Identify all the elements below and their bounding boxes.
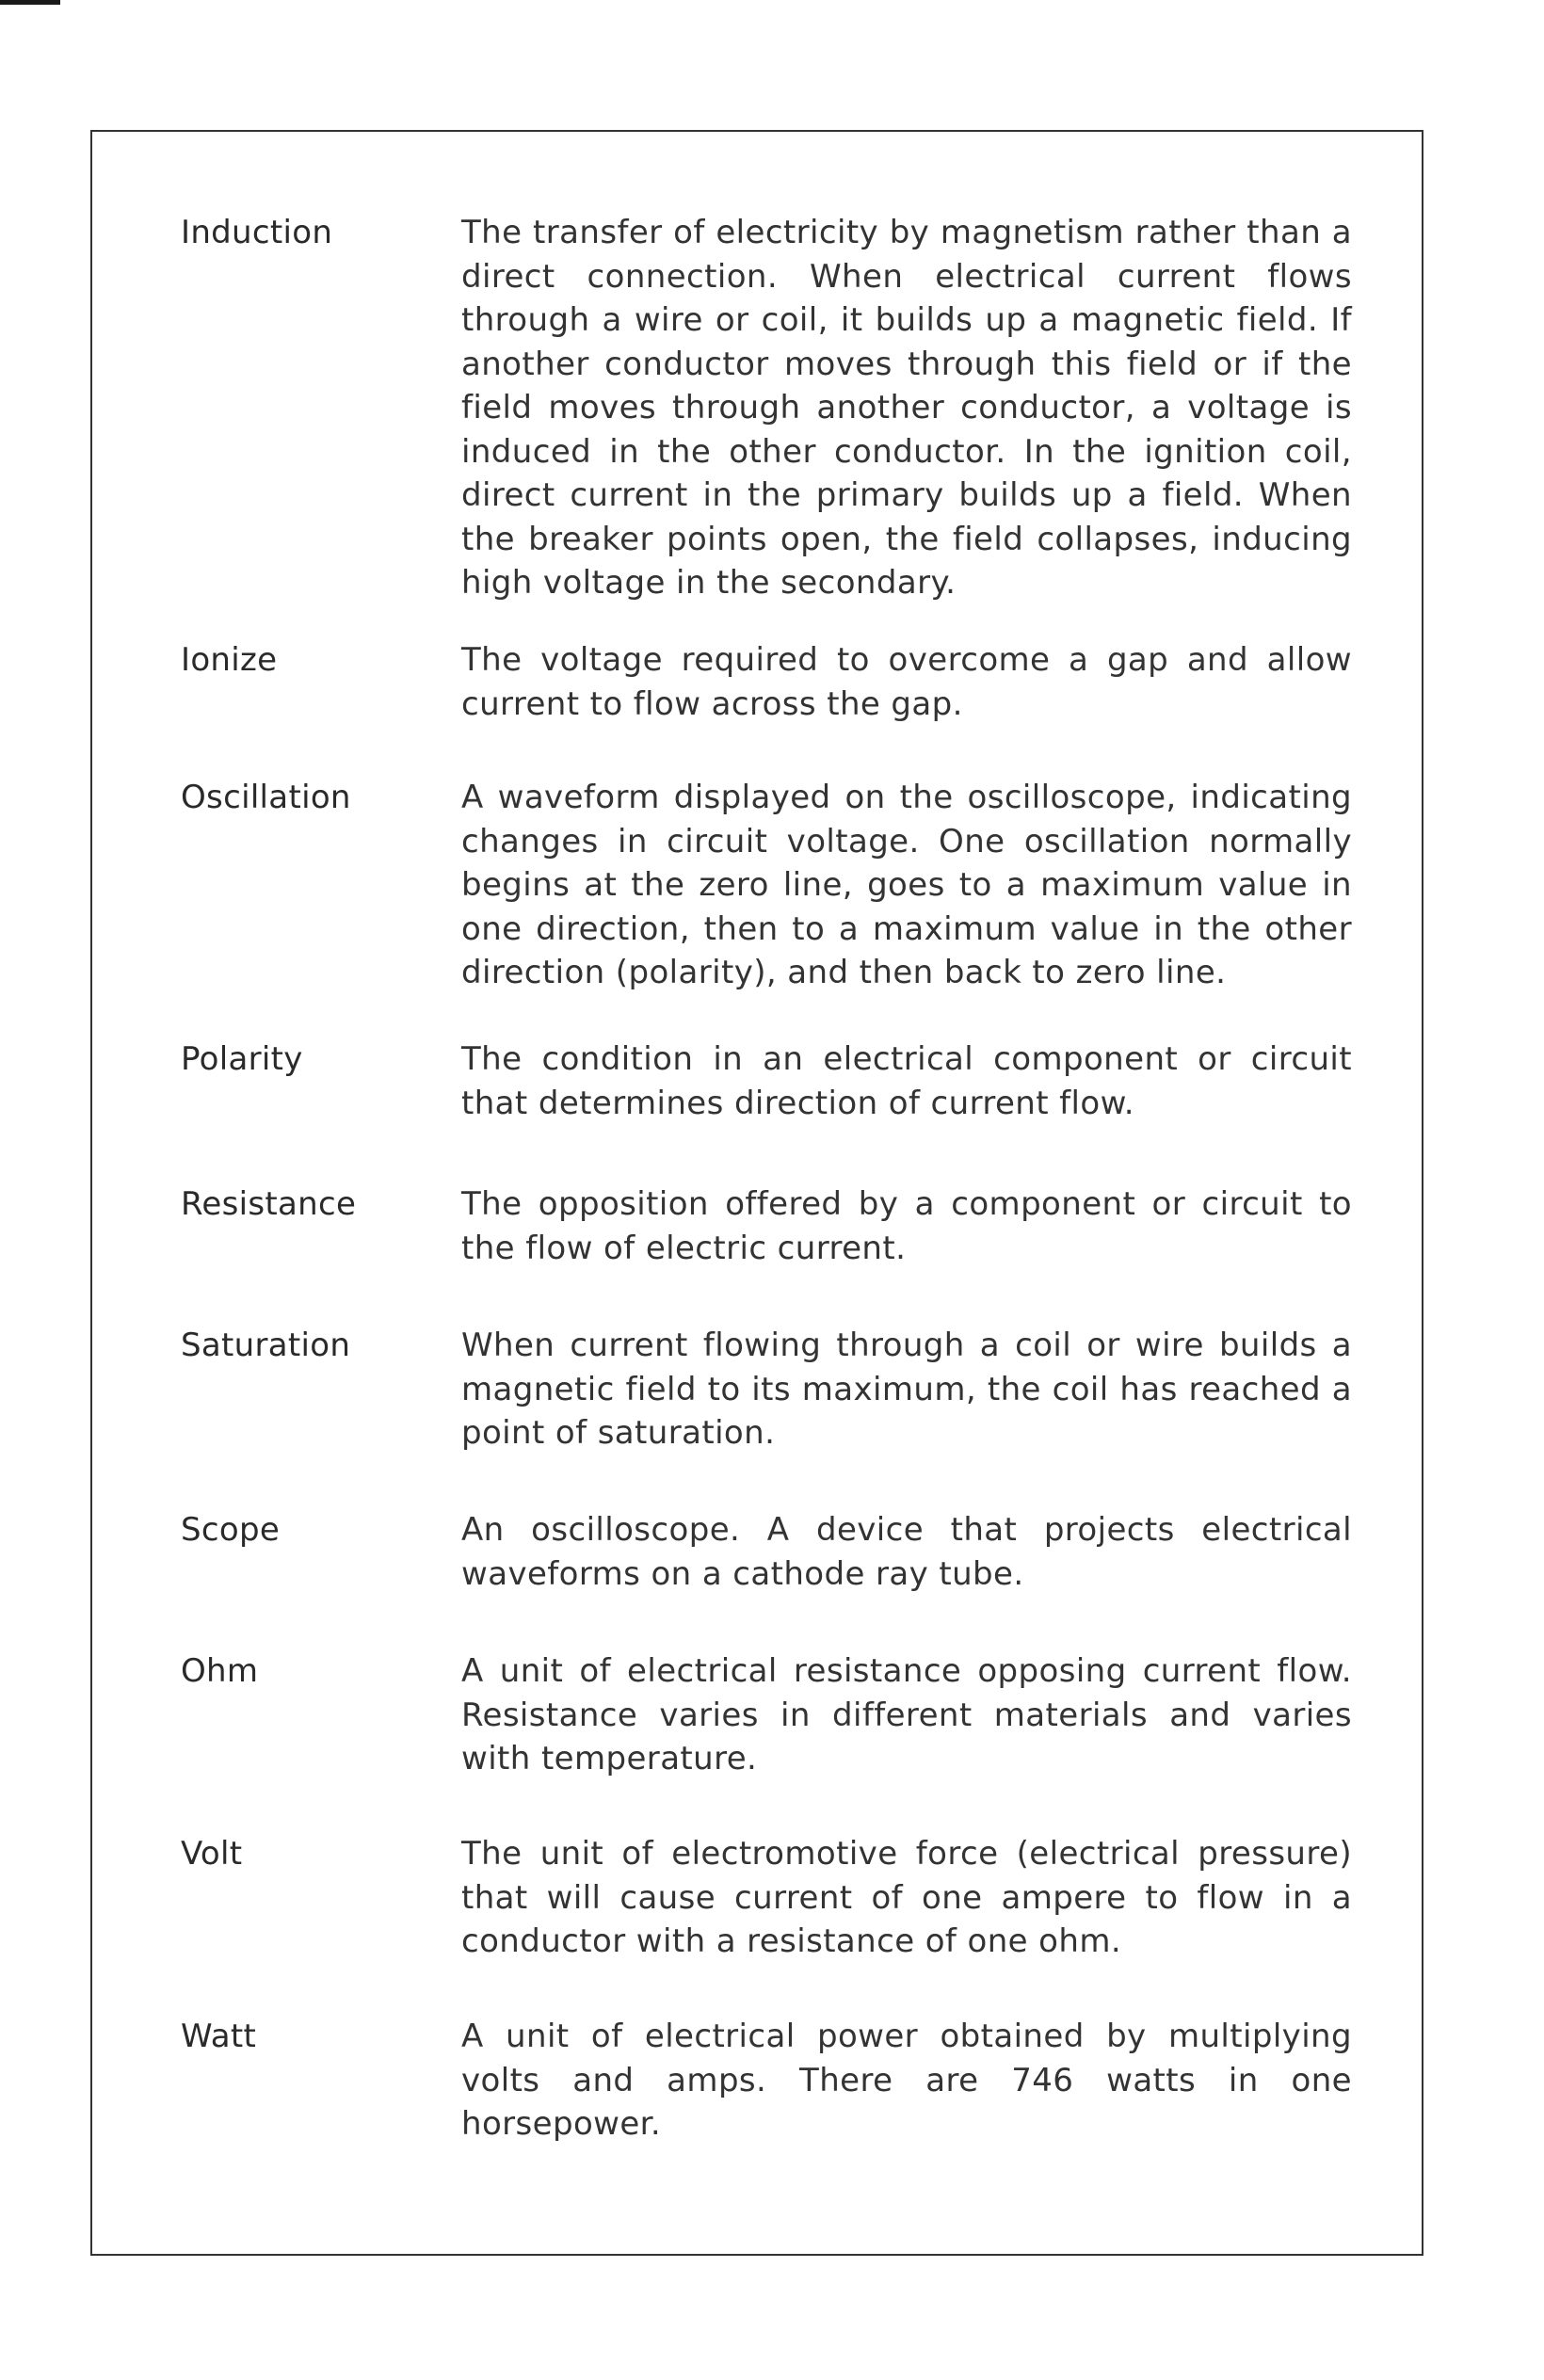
glossary-definition: An oscilloscope. A device that projects electrical waveforms on a cathode ray tube. xyxy=(461,1511,1352,1593)
glossary-definition: The opposition offered by a component or circuit to the flow of electric current. xyxy=(461,1185,1352,1267)
glossary-definition: When current flowing through a coil or wire builds a magnetic field to its maximum, the coil has reached a point of saturation. xyxy=(461,1327,1352,1452)
glossary-term: Scope xyxy=(181,1511,281,1549)
glossary-definition: The voltage required to overcome a gap and allow current to flow across the gap. xyxy=(461,641,1352,723)
glossary-term: Saturation xyxy=(181,1327,351,1364)
glossary-frame xyxy=(90,130,1423,2256)
glossary-definition: The transfer of electricity by magnetism rather than a direct connection. When electrical current flows through a wire or coil, it builds up a magnetic field. If another conductor moves through this field or if the field moves through another conductor, a voltage is induced in the other conductor. In the ignition coil, direct current in the primary builds up a field. When the breaker points open, the field collapses, inducing high voltage in the secondary. xyxy=(461,214,1352,602)
glossary-term: Ionize xyxy=(181,641,278,679)
glossary-definition: The unit of electromotive force (electrical pressure) that will cause current of one ampere to flow in a conductor with a resistance of one ohm. xyxy=(461,1835,1352,1960)
glossary-definition: The condition in an electrical component or circuit that determines direction of current flow. xyxy=(461,1040,1352,1122)
scan-edge-mark xyxy=(0,0,60,5)
glossary-term: Watt xyxy=(181,2018,257,2055)
glossary-term: Resistance xyxy=(181,1185,357,1223)
glossary-term: Oscillation xyxy=(181,779,351,816)
glossary-term: Induction xyxy=(181,214,333,251)
glossary-definition: A waveform displayed on the oscilloscope, indicating changes in circuit voltage. One oscillation normally begins at the zero line, goes to a maximum value in one direction, then to a maximum value in the other direction (polarity), and then back to zero line. xyxy=(461,779,1352,991)
glossary-definition: A unit of electrical resistance opposing current flow. Resistance varies in different materials and varies with temperature. xyxy=(461,1652,1352,1777)
glossary-term: Volt xyxy=(181,1835,243,1873)
glossary-term: Polarity xyxy=(181,1040,303,1078)
glossary-term: Ohm xyxy=(181,1652,259,1690)
glossary-definition: A unit of electrical power obtained by multiplying volts and amps. There are 746 watts in one horsepower. xyxy=(461,2018,1352,2143)
